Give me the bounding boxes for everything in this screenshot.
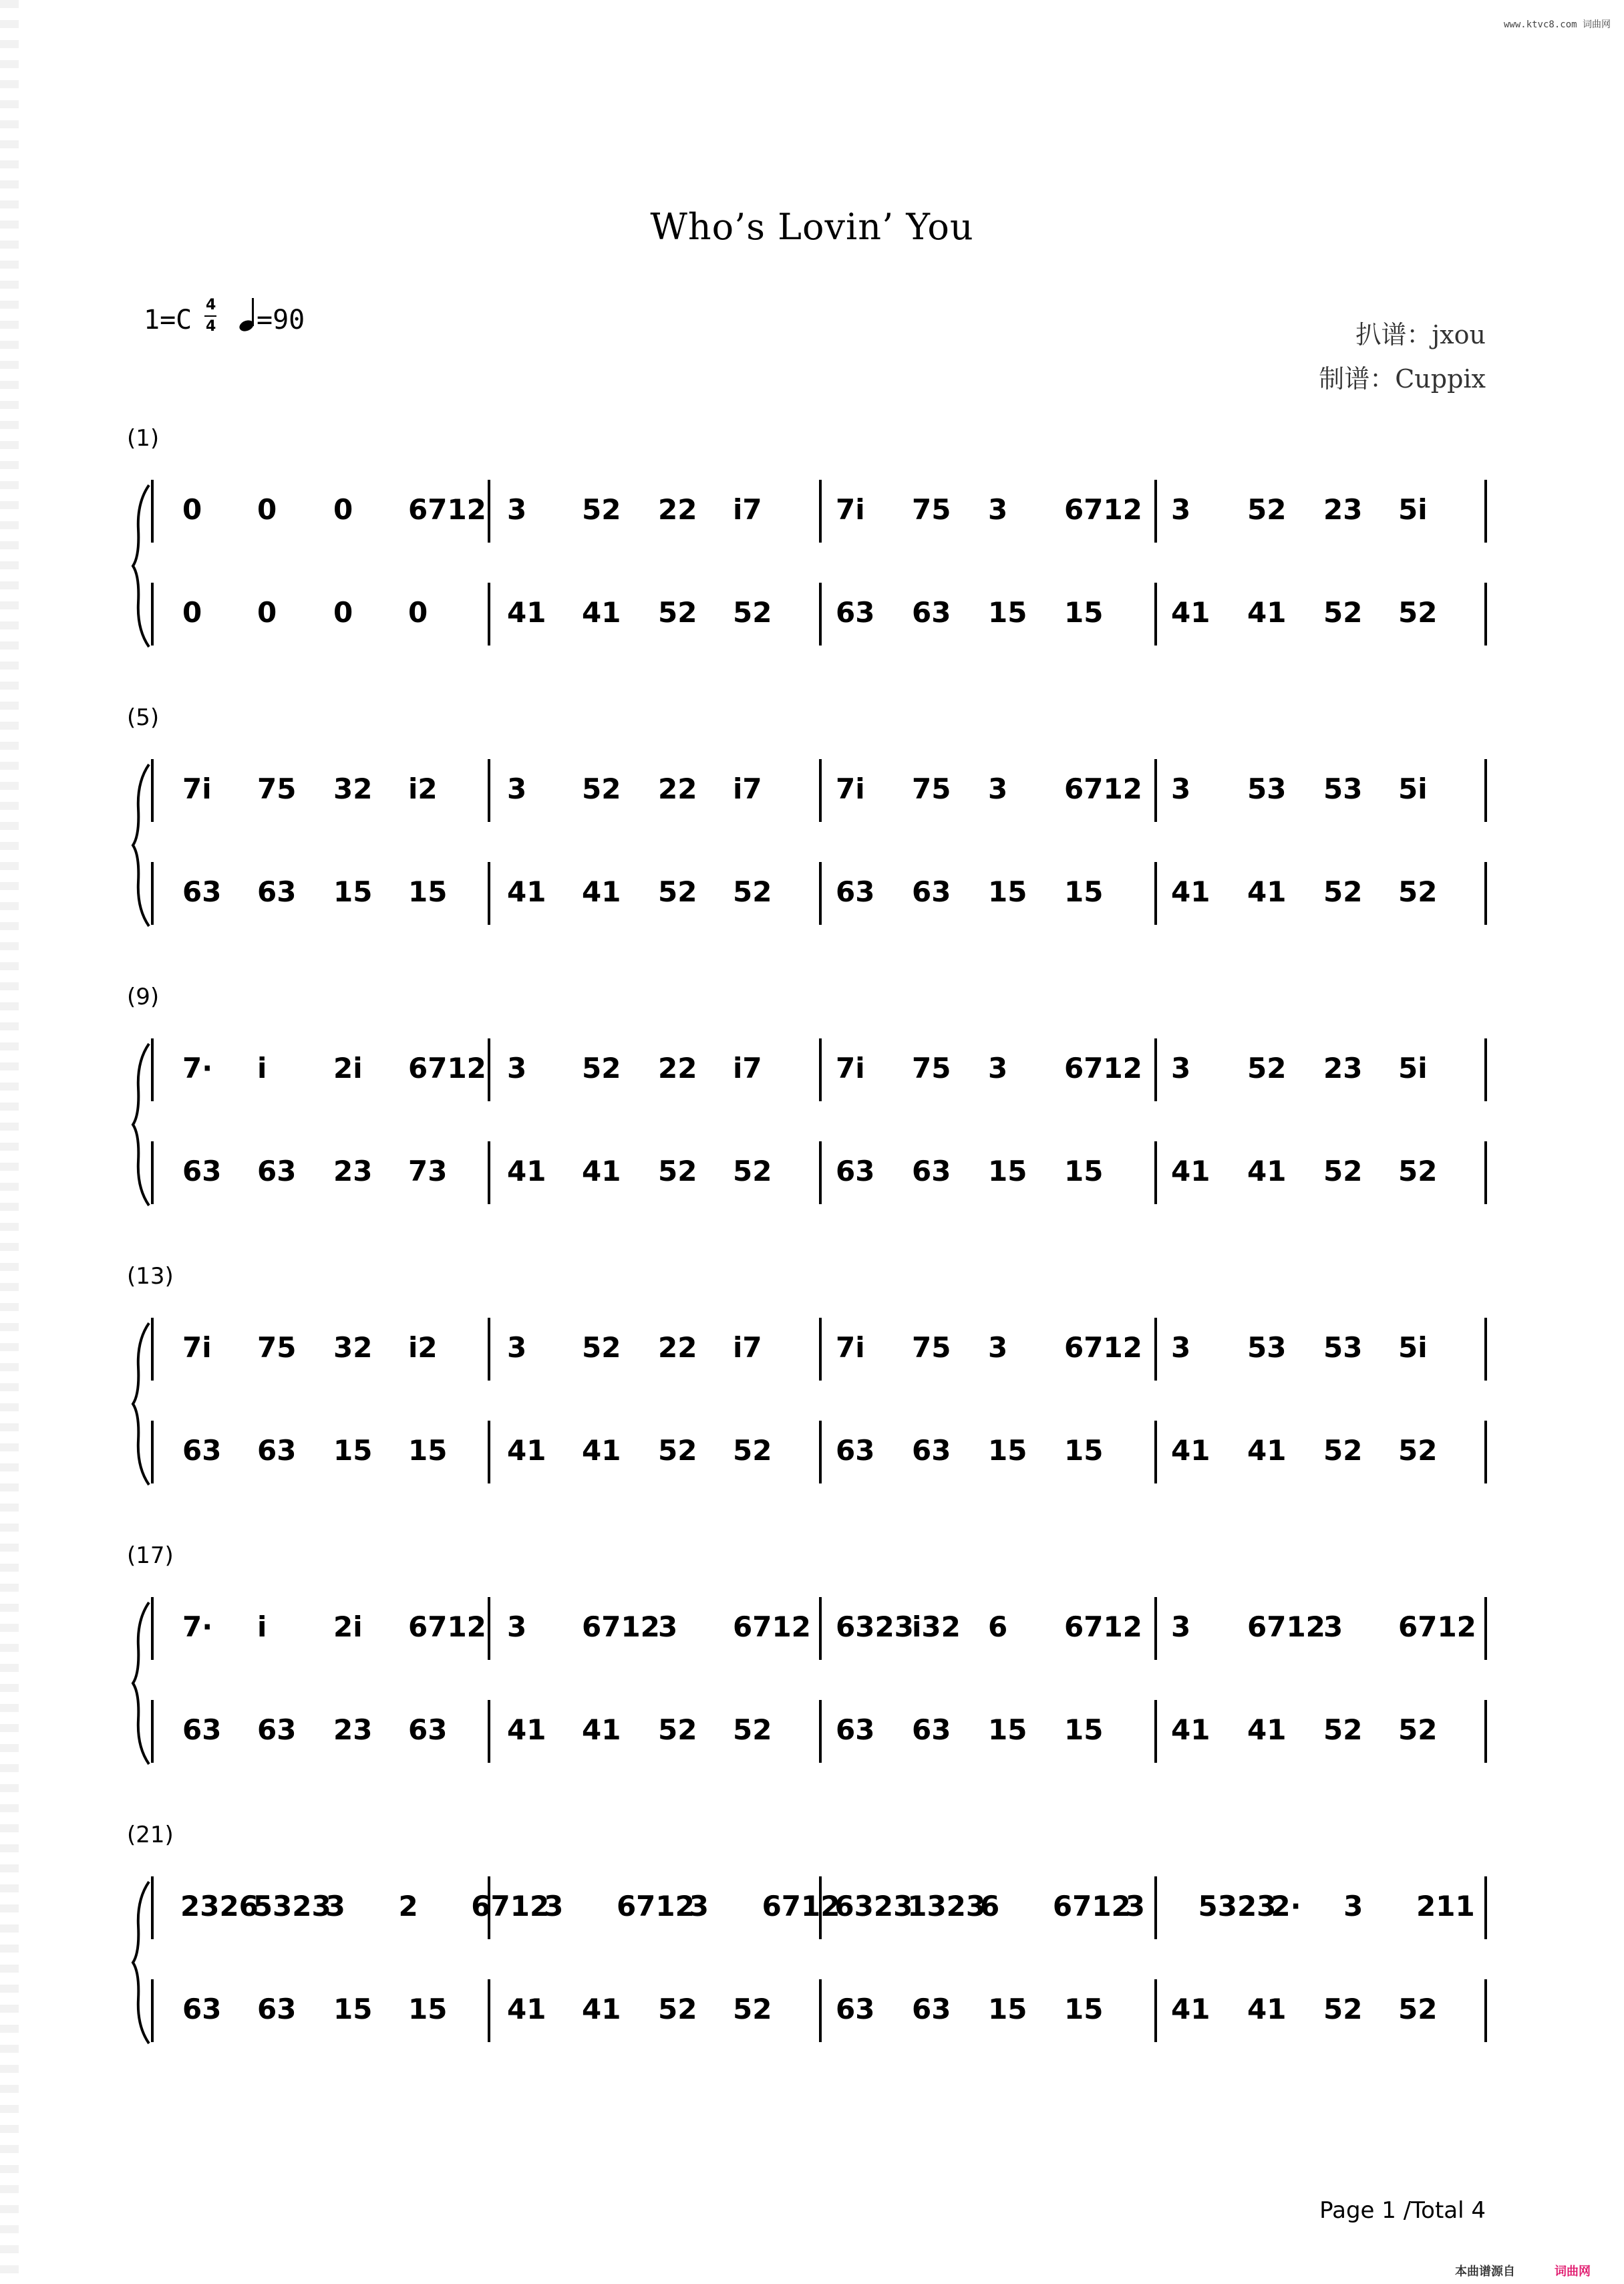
barline: [819, 1141, 822, 1204]
melody-note: 53: [1247, 1331, 1287, 1364]
accompaniment-note: 15: [1064, 1434, 1104, 1467]
melody-note: 5323: [253, 1890, 331, 1922]
accompaniment-note: 52: [1323, 875, 1363, 908]
accompaniment-note: 52: [658, 596, 697, 629]
melody-note: 3: [658, 1610, 678, 1643]
accompaniment-note: 15: [1064, 875, 1104, 908]
accompaniment-note: 63: [408, 1713, 448, 1746]
barline: [488, 1141, 490, 1204]
accompaniment-note: 41: [1247, 875, 1287, 908]
melody-note: 7i: [836, 493, 865, 526]
staff-start-line: [151, 480, 154, 543]
melody-note: i: [257, 1610, 267, 1643]
barline: [488, 1597, 490, 1660]
melody-note: 75: [257, 772, 297, 805]
barline: [488, 1979, 490, 2042]
accompaniment-note: 0: [408, 596, 428, 629]
accompaniment-note: 41: [582, 1713, 621, 1746]
tempo-value: =90: [257, 305, 305, 335]
accompaniment-note: 0: [182, 596, 202, 629]
barline: [1484, 1421, 1487, 1483]
staff-start-line: [151, 1141, 154, 1204]
accompaniment-note: 52: [733, 875, 772, 908]
melody-note: 7i: [182, 1331, 212, 1364]
accompaniment-note: 52: [1398, 875, 1438, 908]
system-number: (17): [127, 1542, 174, 1569]
melody-note: 52: [582, 772, 621, 805]
accompaniment-note: 52: [658, 1993, 697, 2025]
melody-note: 3: [1171, 1331, 1191, 1364]
melody-note: i: [257, 1052, 267, 1085]
time-signature-numerator: 4: [206, 297, 216, 313]
melody-note: 2i: [333, 1610, 363, 1643]
system-number: (21): [127, 1822, 174, 1848]
melody-note: 3: [988, 1052, 1008, 1085]
barline: [1154, 1979, 1157, 2042]
barline: [1484, 1876, 1487, 1939]
site-credit[interactable]: 词曲网: [1555, 2265, 1591, 2279]
barline: [1154, 862, 1157, 925]
melody-note: 5i: [1398, 772, 1428, 805]
barline: [819, 1421, 822, 1483]
accompaniment-note: 63: [257, 1434, 297, 1467]
accompaniment-note: 52: [733, 1993, 772, 2025]
accompaniment-note: 15: [333, 875, 373, 908]
barline: [488, 1700, 490, 1763]
melody-note: 7i: [836, 1331, 865, 1364]
accompaniment-note: 15: [1064, 1713, 1104, 1746]
barline: [1484, 583, 1487, 646]
staff-start-line: [151, 1876, 154, 1939]
melody-note: 0: [257, 493, 277, 526]
accompaniment-note: 52: [1398, 1713, 1438, 1746]
barline: [1484, 759, 1487, 822]
barline: [1484, 480, 1487, 543]
melody-note: 22: [658, 1052, 697, 1085]
accompaniment-note: 52: [733, 1155, 772, 1187]
accompaniment-note: 63: [182, 1434, 222, 1467]
accompaniment-note: 15: [1064, 596, 1104, 629]
barline: [1484, 1700, 1487, 1763]
accompaniment-note: 63: [257, 875, 297, 908]
accompaniment-note: 41: [1247, 1155, 1287, 1187]
barline: [1154, 1597, 1157, 1660]
barline: [1484, 1597, 1487, 1660]
accompaniment-note: 15: [333, 1434, 373, 1467]
accompaniment-note: 41: [1247, 596, 1287, 629]
barline: [819, 583, 822, 646]
accompaniment-note: 15: [988, 596, 1027, 629]
accompaniment-note: 63: [182, 875, 222, 908]
melody-note: i2: [408, 1331, 438, 1364]
melody-note: 3: [988, 772, 1008, 805]
left-watermark-strip: [0, 0, 19, 2284]
accompaniment-note: 41: [1247, 1713, 1287, 1746]
barline: [1154, 1700, 1157, 1763]
melody-note: 75: [912, 772, 951, 805]
barline: [1154, 1876, 1157, 1939]
melody-note: 3: [988, 493, 1008, 526]
barline: [1154, 1421, 1157, 1483]
accompaniment-note: 41: [1247, 1434, 1287, 1467]
accompaniment-note: 52: [1398, 1993, 1438, 2025]
melody-note: 22: [658, 493, 697, 526]
barline: [1154, 583, 1157, 646]
accompaniment-note: 63: [836, 1713, 875, 1746]
melody-note: 3: [1171, 1610, 1191, 1643]
accompaniment-note: 0: [333, 596, 353, 629]
accompaniment-note: 41: [582, 1993, 621, 2025]
accompaniment-note: 63: [836, 1993, 875, 2025]
barline: [488, 862, 490, 925]
accompaniment-note: 63: [257, 1993, 297, 2025]
time-signature-denominator: 4: [206, 318, 216, 335]
accompaniment-note: 41: [1247, 1993, 1287, 2025]
barline: [1154, 1318, 1157, 1381]
melody-note: 1323: [907, 1890, 986, 1922]
accompaniment-note: 52: [1398, 596, 1438, 629]
melody-note: 7i: [836, 1052, 865, 1085]
melody-note: 52: [582, 1331, 621, 1364]
accompaniment-note: 63: [912, 1713, 951, 1746]
barline: [819, 480, 822, 543]
melody-note: 7i: [182, 772, 212, 805]
barline: [488, 480, 490, 543]
system-number: (9): [127, 984, 160, 1010]
barline: [1154, 1038, 1157, 1101]
accompaniment-note: 0: [257, 596, 277, 629]
accompaniment-note: 52: [733, 1434, 772, 1467]
melody-note: i7: [733, 1052, 762, 1085]
accompaniment-note: 63: [257, 1713, 297, 1746]
melody-note: 75: [912, 1331, 951, 1364]
page-indicator: Page 1 /Total 4: [1319, 2197, 1486, 2224]
accompaniment-note: 41: [1171, 596, 1210, 629]
melody-note: 22: [658, 1331, 697, 1364]
accompaniment-note: 15: [408, 1434, 448, 1467]
melody-note: 3: [1343, 1890, 1363, 1922]
barline: [488, 1421, 490, 1483]
staff-start-line: [151, 1318, 154, 1381]
melody-note: 32: [333, 772, 373, 805]
melody-note: 211: [1416, 1890, 1475, 1922]
staff-start-line: [151, 759, 154, 822]
melody-note: 6712: [1064, 772, 1142, 805]
melody-note: 52: [1247, 1052, 1287, 1085]
melody-note: 53: [1247, 772, 1287, 805]
accompaniment-note: 15: [1064, 1155, 1104, 1187]
melody-note: 6712: [1064, 493, 1142, 526]
accompaniment-note: 63: [912, 1434, 951, 1467]
site-url[interactable]: www.ktvc8.com 词曲网: [1503, 19, 1611, 30]
melody-note: 6712: [1052, 1890, 1131, 1922]
barline: [1484, 1038, 1487, 1101]
staff-start-line: [151, 1038, 154, 1101]
melody-note: 0: [182, 493, 202, 526]
producer-credit: 制谱：Cuppix: [1319, 364, 1486, 394]
melody-note: 52: [1247, 493, 1287, 526]
accompaniment-note: 52: [733, 596, 772, 629]
accompaniment-note: 52: [1398, 1155, 1438, 1187]
accompaniment-note: 15: [988, 875, 1027, 908]
transcriber-credit: 扒谱：jxou: [1355, 320, 1486, 349]
melody-note: 6: [988, 1610, 1008, 1643]
accompaniment-note: 63: [836, 875, 875, 908]
staff-start-line: [151, 1597, 154, 1660]
melody-note: 5i: [1398, 1331, 1428, 1364]
accompaniment-note: 52: [658, 875, 697, 908]
melody-note: 6712: [1064, 1052, 1142, 1085]
accompaniment-note: 41: [582, 1434, 621, 1467]
accompaniment-note: 15: [408, 1993, 448, 2025]
melody-note: 52: [582, 1052, 621, 1085]
accompaniment-note: 63: [912, 596, 951, 629]
accompaniment-note: 15: [988, 1155, 1027, 1187]
accompaniment-note: 23: [333, 1713, 373, 1746]
melody-note: 6712: [733, 1610, 811, 1643]
source-credit: 本曲谱源自: [1455, 2265, 1515, 2279]
melody-note: 3: [1171, 1052, 1191, 1085]
accompaniment-note: 15: [408, 875, 448, 908]
system-number: (13): [127, 1263, 174, 1290]
accompaniment-note: 15: [333, 1993, 373, 2025]
accompaniment-note: 73: [408, 1155, 448, 1187]
barline: [488, 583, 490, 646]
melody-note: 75: [912, 1052, 951, 1085]
melody-note: 3: [689, 1890, 709, 1922]
melody-note: 2: [398, 1890, 418, 1922]
melody-note: 3: [325, 1890, 345, 1922]
accompaniment-note: 41: [582, 1155, 621, 1187]
accompaniment-note: 41: [582, 875, 621, 908]
accompaniment-note: 52: [658, 1434, 697, 1467]
melody-note: 52: [582, 493, 621, 526]
melody-note: 75: [257, 1331, 297, 1364]
melody-note: 3: [988, 1331, 1008, 1364]
staff-start-line: [151, 1979, 154, 2042]
melody-note: 3: [507, 1610, 527, 1643]
melody-note: 0: [333, 493, 353, 526]
song-title: Who’s Lovin’ You: [650, 206, 974, 248]
accompaniment-note: 52: [733, 1713, 772, 1746]
melody-note: 3: [1323, 1610, 1343, 1643]
melody-note: 6323: [836, 1610, 914, 1643]
melody-note: 6712: [408, 1610, 486, 1643]
time-signature-line: [204, 315, 216, 317]
melody-note: 5i: [1398, 1052, 1428, 1085]
melody-note: 22: [658, 772, 697, 805]
melody-note: 7·: [182, 1052, 213, 1085]
accompaniment-note: 41: [1171, 1434, 1210, 1467]
melody-note: 5323: [1198, 1890, 1277, 1922]
barline: [488, 759, 490, 822]
melody-note: 3: [507, 772, 527, 805]
melody-note: 23: [1323, 493, 1363, 526]
melody-note: 5i: [1398, 493, 1428, 526]
melody-note: 75: [912, 493, 951, 526]
accompaniment-note: 63: [182, 1993, 222, 2025]
staff-start-line: [151, 583, 154, 646]
accompaniment-note: 15: [988, 1993, 1027, 2025]
barline: [819, 1038, 822, 1101]
staff-start-line: [151, 1421, 154, 1483]
accompaniment-note: 52: [658, 1155, 697, 1187]
accompaniment-note: 63: [182, 1155, 222, 1187]
barline: [819, 862, 822, 925]
accompaniment-note: 41: [507, 875, 546, 908]
barline: [1484, 1318, 1487, 1381]
melody-note: i2: [408, 772, 438, 805]
barline: [819, 1700, 822, 1763]
barline: [819, 759, 822, 822]
accompaniment-note: 52: [1398, 1434, 1438, 1467]
melody-note: 6712: [471, 1890, 550, 1922]
melody-note: 6712: [408, 493, 486, 526]
system-number: (5): [127, 704, 160, 731]
melody-note: 3: [507, 493, 527, 526]
key-signature: 1=C: [144, 305, 192, 335]
accompaniment-note: 41: [582, 596, 621, 629]
melody-note: 3: [1171, 772, 1191, 805]
accompaniment-note: 41: [507, 1993, 546, 2025]
melody-note: 6712: [1064, 1331, 1142, 1364]
accompaniment-note: 41: [507, 596, 546, 629]
accompaniment-note: 52: [1323, 1434, 1363, 1467]
accompaniment-note: 63: [836, 1155, 875, 1187]
melody-note: 3: [507, 1331, 527, 1364]
melody-note: 6712: [1064, 1610, 1142, 1643]
accompaniment-note: 63: [182, 1713, 222, 1746]
accompaniment-note: 52: [658, 1713, 697, 1746]
accompaniment-note: 52: [1323, 1993, 1363, 2025]
melody-note: 6712: [1398, 1610, 1476, 1643]
melody-note: 6712: [582, 1610, 660, 1643]
accompaniment-note: 23: [333, 1155, 373, 1187]
melody-note: i7: [733, 772, 762, 805]
melody-note: 3: [507, 1052, 527, 1085]
accompaniment-note: 63: [836, 1434, 875, 1467]
melody-note: 7·: [182, 1610, 213, 1643]
melody-note: 2326: [180, 1890, 259, 1922]
accompaniment-note: 63: [912, 875, 951, 908]
accompaniment-note: 15: [988, 1434, 1027, 1467]
melody-note: i32: [912, 1610, 961, 1643]
melody-note: i7: [733, 493, 762, 526]
barline: [1484, 1141, 1487, 1204]
accompaniment-note: 41: [1171, 1713, 1210, 1746]
barline: [819, 1318, 822, 1381]
accompaniment-note: 63: [257, 1155, 297, 1187]
accompaniment-note: 41: [507, 1434, 546, 1467]
melody-note: 23: [1323, 1052, 1363, 1085]
barline: [1154, 759, 1157, 822]
barline: [1484, 1979, 1487, 2042]
melody-note: 6: [980, 1890, 1000, 1922]
accompaniment-note: 52: [1323, 596, 1363, 629]
accompaniment-note: 41: [1171, 1993, 1210, 2025]
accompaniment-note: 15: [988, 1713, 1027, 1746]
accompaniment-note: 52: [1323, 1713, 1363, 1746]
melody-note: 3: [1125, 1890, 1145, 1922]
barline: [1154, 480, 1157, 543]
accompaniment-note: 52: [1323, 1155, 1363, 1187]
barline: [1484, 862, 1487, 925]
melody-note: 6712: [408, 1052, 486, 1085]
melody-note: 6323: [834, 1890, 913, 1922]
accompaniment-note: 63: [912, 1155, 951, 1187]
melody-note: 3: [1171, 493, 1191, 526]
accompaniment-note: 41: [507, 1155, 546, 1187]
melody-note: 6712: [1247, 1610, 1325, 1643]
staff-start-line: [151, 862, 154, 925]
melody-note: 6712: [616, 1890, 695, 1922]
melody-note: 6712: [762, 1890, 840, 1922]
barline: [488, 1038, 490, 1101]
melody-note: 32: [333, 1331, 373, 1364]
accompaniment-note: 15: [1064, 1993, 1104, 2025]
melody-note: 3: [544, 1890, 564, 1922]
barline: [1154, 1141, 1157, 1204]
accompaniment-note: 41: [507, 1713, 546, 1746]
accompaniment-note: 63: [836, 596, 875, 629]
melody-note: 2i: [333, 1052, 363, 1085]
accompaniment-note: 63: [912, 1993, 951, 2025]
barline: [819, 1979, 822, 2042]
barline: [488, 1318, 490, 1381]
barline: [819, 1597, 822, 1660]
accompaniment-note: 41: [1171, 875, 1210, 908]
staff-start-line: [151, 1700, 154, 1763]
melody-note: 7i: [836, 772, 865, 805]
melody-note: 2·: [1271, 1890, 1301, 1922]
accompaniment-note: 41: [1171, 1155, 1210, 1187]
melody-note: i7: [733, 1331, 762, 1364]
melody-note: 53: [1323, 772, 1363, 805]
melody-note: 53: [1323, 1331, 1363, 1364]
system-number: (1): [127, 425, 160, 452]
